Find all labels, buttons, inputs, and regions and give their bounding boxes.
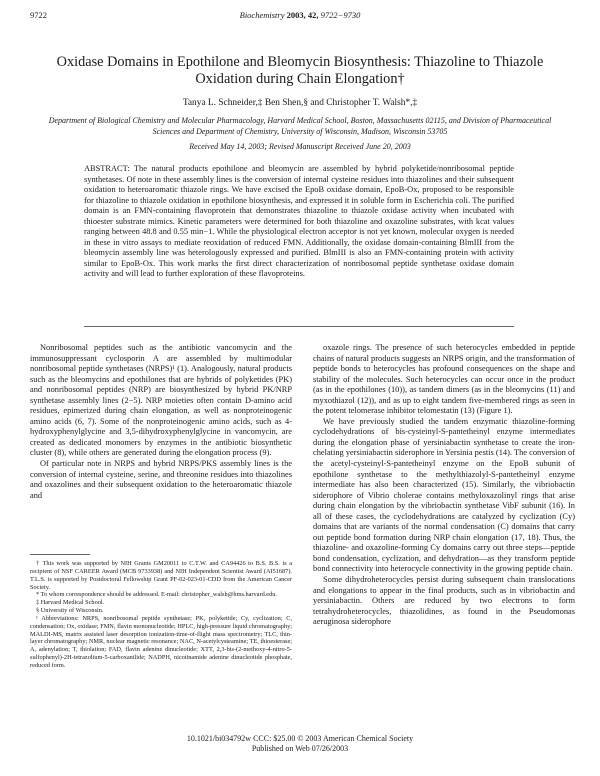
footnotes — [30, 560, 292, 670]
journal-citation — [30, 10, 570, 20]
footnote: † This work was supported by NIH Grants GM20011 to C.T.W. and CA94426 to B.S. B.S. is a recipient of NSF CAREER Award (MCB 9733938) and NIH Independent Scientist Award (AI51687). T.L.S. is supported by Postdoctoral Fellowship Grant PF-02-023-01-CDD from the American Cancer Society. — [30, 560, 292, 591]
paragraph: oxazole rings. The presence of such heterocycles embedded in peptide chains of natural products suggests an NRPS origin, and the transformation of peptide bonds to heterocycles has profound consequences on the shape and stability of the molecules. Such heterocycles can occur once in the product (as in the epothilones (10)), as tandem dimers (as in the bleomycins (11) and myxothiazol (12)), and as up to eight tandem five-membered rings as seen in the potent telomerase inhibitor telomestatin (13) (Figure 1). — [313, 343, 575, 416]
page-number: 9722 — [30, 10, 47, 20]
received-dates: Received May 14, 2003; Revised Manuscript Received June 20, 2003 — [189, 142, 411, 151]
paragraph: Nonribosomal peptides such as the antibiotic vancomycin and the immunosuppressant cyclosporin A are assembled by multimodular nonribosomal peptide synthetases (NRPS)¹ (1). Analogously, natural products such as the bleomycins and epothilones that are hybrids of polyketides (PK) and nonribosomal peptides (NRP) are biosynthesized by hybrid PK/NRP synthetase assembly lines (2−5). NRP moieties often contain D-amino acid residues, epimerized during chain elongation, as well as nonproteinogenic amino acids (6, 7). Some of the nonproteinogenic amino acids, such as 4-hydroxyphenylglycine and 3,5-dihydroxyphenylglycine in vancomycin, are created as dedicated monomers by enzymes in the antibiotic biosynthetic cluster (8), while others are generated during the elongation process (9). — [30, 343, 292, 458]
page-range: 9722−9730 — [320, 10, 361, 20]
footnote: * To whom correspondence should be addressed. E-mail: christopher_walsh@hms.harvard.edu. — [36, 591, 277, 599]
publication-date: Published on Web 07/26/2003 — [251, 744, 349, 753]
abstract — [84, 164, 514, 280]
footnote: § University of Wisconsin. — [36, 607, 104, 615]
running-header — [30, 10, 570, 24]
journal-name: Biochemistry — [239, 10, 285, 20]
doi-copyright: 10.1021/bi034792w CCC: $25.00 © 2003 American Chemical Society — [186, 734, 414, 743]
paragraph: Some dihydroheterocycles persist during subsequent chain translocations and elongations to appear in the final products, such as in vibriobactin and yersiniabactin. Others are reduced by two electrons to form tetrahydroheterocycles, thiazolidines, as found in the Pseudomonas aeruginosa siderophore — [313, 575, 575, 627]
abstract-text: The natural products epothilone and bleomycin are assembled by hybrid polyketide/nonribosomal peptide synthetases. Of note in these assembly lines is the conversion of internal cysteine residues into thiazolines and their subsequent oxidation to heteroaromatic thiazole rings. We have excised the EpoB oxidase domain, EpoB-Ox, proposed to be responsible for thiazoline to thiazole oxidation in epothilone biosynthesis, and expressed it in soluble form in Escherichia coli. The purified domain is an FMN-containing flavoprotein that demonstrates thiazoline to thiazole oxidase activity when incubated with thioester substrate mimics. Kinetic parameters were determined for both thiazoline and oxazoline substrates, with kcat values ranging between 48.8 and 0.55 min−1. While the physiological electron acceptor is not yet known, molecular oxygen is needed in these in vitro assays to mediate reoxidation of reduced FMN. Additionally, the oxidase domain-containing BlmIII from the bleomycin assembly line was heterologously expressed and purified. BlmIII is also an FMN-containing protein with activity similar to EpoB-Ox. This work marks the first direct characterization of nonribosomal peptide synthetase oxidase domain activity and will lead to further exploration of these flavoproteins. — [84, 164, 514, 279]
paragraph: Of particular note in NRPS and hybrid NRPS/PKS assembly lines is the conversion of internal cysteine, serine, and threonine residues into thiazolines and oxazolines and their subsequent oxidation to the heteroaromatic thiazole and — [30, 459, 292, 500]
page-footer — [30, 734, 570, 754]
footnote: ‡ Harvard Medical School. — [36, 599, 105, 607]
article-title: Oxidase Domains in Epothilone and Bleomycin Biosynthesis: Thiazoline to Thiazole Oxidation during Chain Elongation† — [56, 54, 544, 87]
paragraph: We have previously studied the tandem enzymatic thiazoline-forming cyclodehydrations of bis-cysteinyl-S-pantetheinyl enzyme intermediates during the elongation phase of yersiniabactin synthetase to create the iron-chelating yersiniabactin siderophore in Yersinia pestis (14). The conversion of the acetyl-cysteinyl-S-pantetheinyl enzyme on the EpoB subunit of epothilone synthetase to the methylthiazolyl-S-pantetheinyl enzyme intermediate has also been characterized (15). Similarly, the vibriobactin siderophore of Vibrio cholerae contains methyloxazolinyl rings that arise during chain elongation by the vibriobactin synthetase VibF subunit (16). In all of these cases, the cyclodehydrations are catalyzed by cyclization (Cy) domains that are variants of the normal condensation (C) domains that carry out peptide bond formation during NRP chain elongation (17, 18). Thus, the thiazoline- and oxazoline-forming Cy domains carry out three steps—peptide bond condensation, cyclization, and dehydration—as they transform peptide bond connectivity into heterocycle connectivity in the growing peptide chain. — [313, 416, 575, 574]
footnote-divider — [30, 554, 90, 555]
affiliation: Department of Biological Chemistry and Molecular Pharmacology, Harvard Medical School, Boston, Massachusetts 02115, and Division of Pharmaceutical Sciences and Department of Chemistry, University of Wisconsin, Madison, Wisconsin 53705 — [48, 116, 552, 136]
footnote: ¹ Abbreviations: NRPS, nonribosomal peptide synthetase; PK, polyketide; Cy, cyclization; C, condensation; Ox, oxidase; FMN, flavin mononucleotide; HPLC, high-pressure liquid chromatography; MALDI-MS, matrix assisted laser desorption ionization-time-of-flight mass spectrometry; TLC, thin-layer chromatography; NMR, nuclear magnetic resonance; NAC, N-acetylcysteamine; TE, thioesterase; A, adenylation; T, thiolation; FAD, flavin adenine dinucleotide; XTT, 2,3-bis-(2-methoxy-4-nitro-5-sulfophenyl)-2H-tetrazolium-5-carboxanilide; NADPH, nicotinamide adenine dinucleotide phosphate, reduced form. — [30, 614, 292, 669]
abstract-label: ABSTRACT: — [84, 164, 130, 173]
left-column — [30, 343, 292, 501]
year-volume: 2003, 42, — [286, 10, 319, 20]
author-list: Tanya L. Schneider,‡ Ben Shen,§ and Christopher T. Walsh*,‡ — [182, 98, 418, 108]
right-column — [313, 343, 575, 628]
abstract-divider — [84, 326, 514, 327]
